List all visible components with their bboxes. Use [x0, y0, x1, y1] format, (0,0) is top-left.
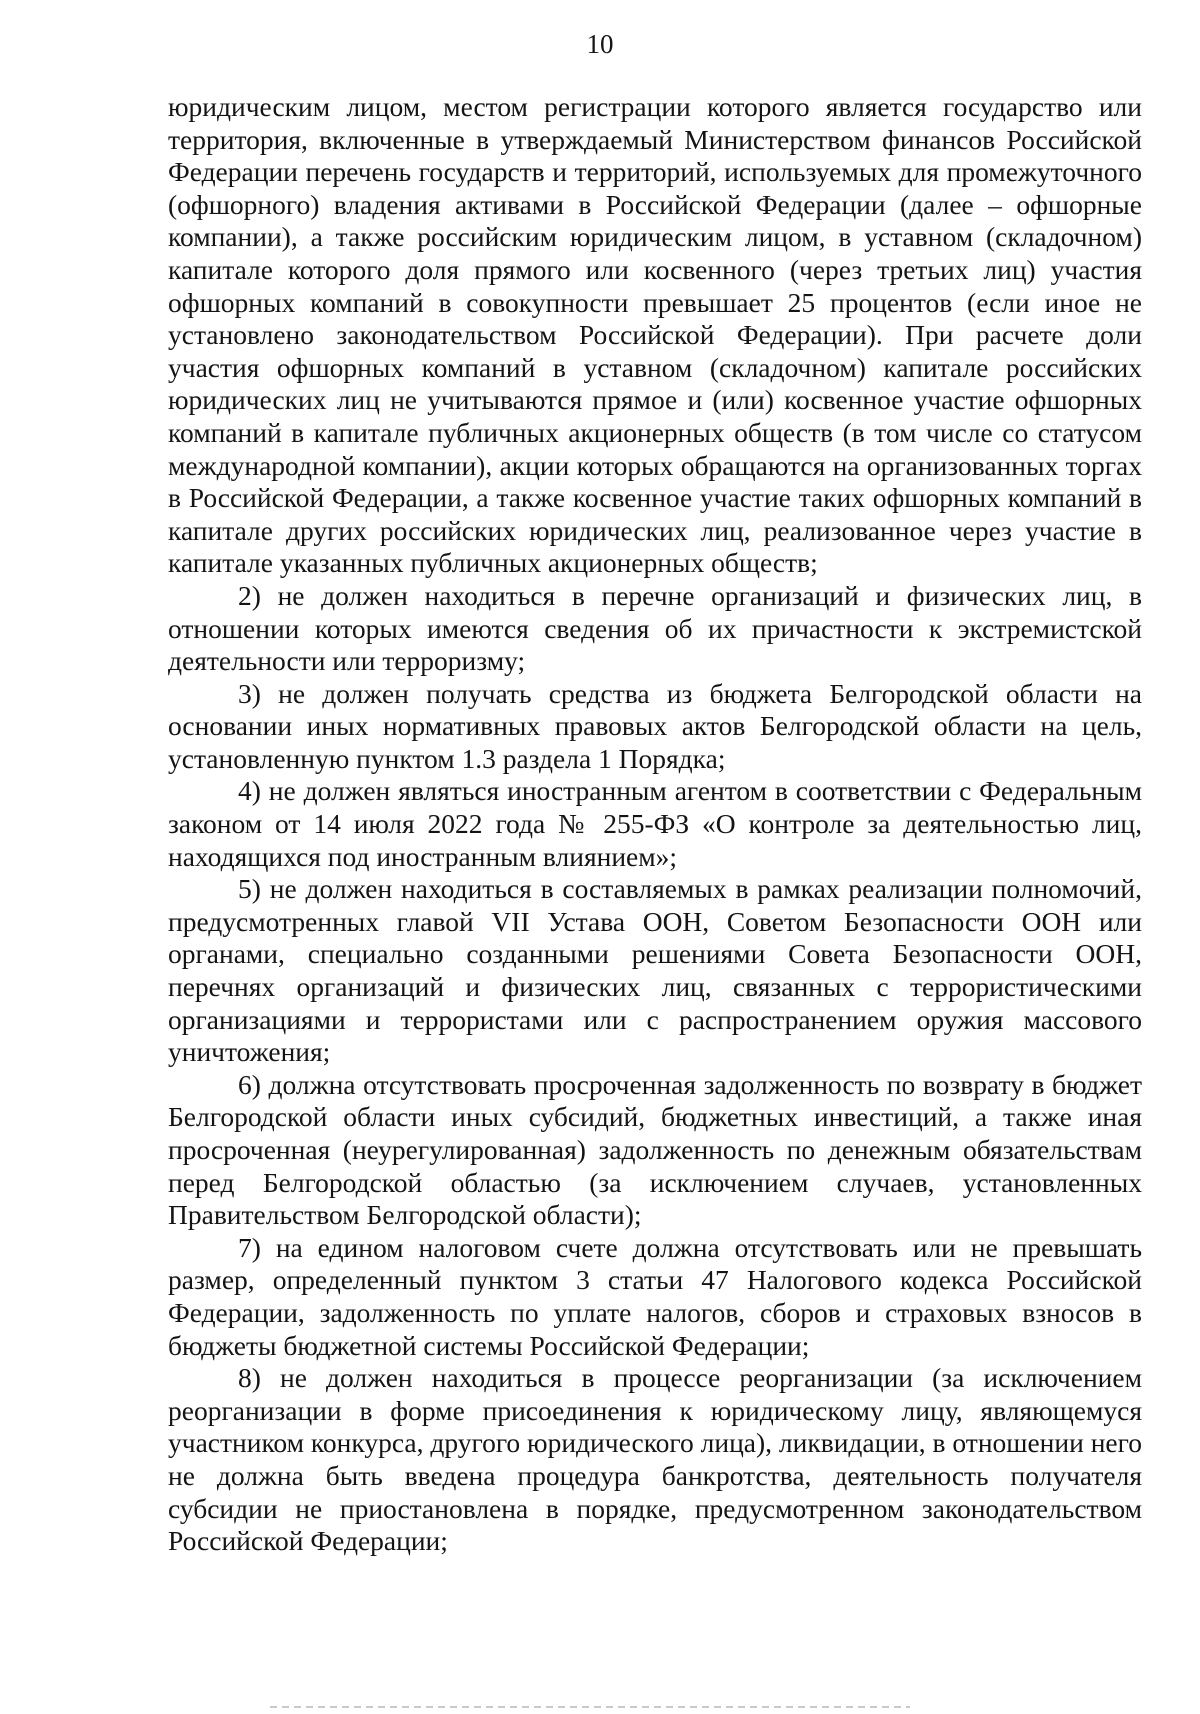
paragraph-item-8: 8) не должен находиться в процессе реорганизации (за исключением реорганизации в форме присоединения к юридическому лицу, являющемуся участником конкурса, другого юридического лица), ликвидации, в отношении него не должна быть введена процедура банкротства, деятельность получателя субсидии не приостановлена в порядке, предусмотренном законодательством Российской Федерации; — [168, 1362, 1142, 1557]
paragraph-continuation-offshore: юридическим лицом, местом регистрации которого является государство или территория, включенные в утверждаемый Министерством финансов Российской Федерации перечень государств и территорий, используемых для промежуточного (офшорного) владения активами в Российской Федерации (далее – офшорные компании), а также российским юридическим лицом, в уставном (складочном) капитале которого доля прямого или косвенного (через третьих лиц) участия офшорных компаний в совокупности превышает 25 процентов (если иное не установлено законодательством Российской Федерации). При расчете доли участия офшорных компаний в уставном (складочном) капитале российских юридических лиц не учитываются прямое и (или) косвенное участие офшорных компаний в капитале публичных акционерных обществ (в том числе со статусом международной компании), акции которых обращаются на организованных торгах в Российской Федерации, а также косвенное участие таких офшорных компаний в капитале других российских юридических лиц, реализованное через участие в капитале указанных публичных акционерных обществ; — [168, 91, 1142, 579]
page-number: 10 — [586, 29, 614, 59]
paragraph-item-6: 6) должна отсутствовать просроченная задолженность по возврату в бюджет Белгородской области иных субсидий, бюджетных инвестиций, а также иная просроченная (неурегулированная) задолженность по денежным обязательствам перед Белгородской областью (за исключением случаев, установленных Правительством Белгородской области); — [168, 1068, 1142, 1231]
scan-artifact-line — [270, 1706, 910, 1708]
paragraph-item-5: 5) не должен находиться в составляемых в рамках реализации полномочий, предусмотренных главой VII Устава ООН, Советом Безопасности ООН или органами, специально созданными решениями Совета Безопасности ООН, перечнях организаций и физических лиц, связанных с террористическими организациями и террористами или с распространением оружия массового уничтожения; — [168, 873, 1142, 1068]
paragraph-item-7: 7) на едином налоговом счете должна отсутствовать или не превышать размер, определенный пунктом 3 статьи 47 Налогового кодекса Российской Федерации, задолженность по уплате налогов, сборов и страховых взносов в бюджеты бюджетной системы Российской Федерации; — [168, 1231, 1142, 1361]
paragraph-item-3: 3) не должен получать средства из бюджета Белгородской области на основании иных нормативных правовых актов Белгородской области на цель, установленную пунктом 1.3 раздела 1 Порядка; — [168, 677, 1142, 774]
paragraph-item-2: 2) не должен находиться в перечне организаций и физических лиц, в отношении которых имеются сведения об их причастности к экстремистской деятельности или терроризму; — [168, 579, 1142, 677]
document-body — [168, 91, 1142, 1558]
paragraph-item-4: 4) не должен являться иностранным агентом в соответствии с Федеральным законом от 14 июля 2022 года № 255-ФЗ «О контроле за деятельностью лиц, находящихся под иностранным влиянием»; — [168, 775, 1142, 872]
